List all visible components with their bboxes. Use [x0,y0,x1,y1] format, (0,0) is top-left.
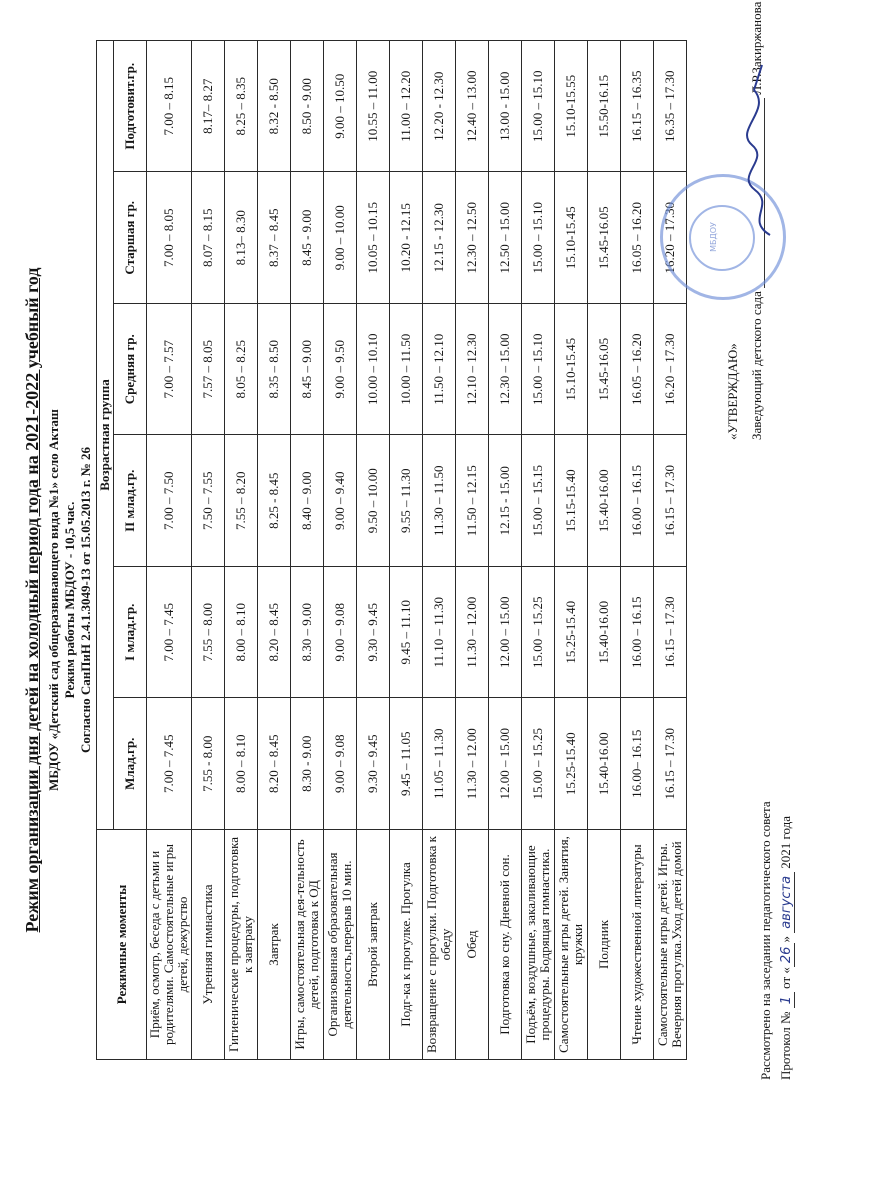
time-cell: 8.13– 8.30 [225,172,258,304]
time-cell: 8.25 - 8.45 [258,435,291,567]
schedule-row [522,41,555,1060]
time-cell: 16.15 – 17.30 [654,698,687,830]
schedule-row [147,41,192,1060]
time-cell: 12.00 – 15.00 [489,698,522,830]
time-cell: 7.00 – 7.57 [147,304,192,436]
time-cell: 8.50 - 9.00 [291,41,324,173]
time-cell: 15.45-16.05 [588,304,621,436]
regime-moment: Подъём, воздушные, закаливающие процедуры. Бодрящая гимнастика. [522,830,555,1060]
time-cell: 16.00– 16.15 [621,698,654,830]
time-cell: 9.45 – 11.05 [390,698,423,830]
review-note: Рассмотрено на заседании педагогического совета [758,801,773,1080]
time-cell: 8.20 – 8.45 [258,567,291,699]
time-cell: 10.20 - 12.15 [390,172,423,304]
time-cell: 15.00 – 15.10 [522,304,555,436]
time-cell: 12.15 - 12.30 [423,172,456,304]
protocol-line: Протокол № 1 от «26» августа 2021 года [778,815,794,1080]
time-cell: 8.35 – 8.50 [258,304,291,436]
working-hours: Режим работы МБДОУ - 10,5 час. [62,501,77,699]
time-cell: 8.05 – 8.25 [225,304,258,436]
time-cell: 7.50 – 7.55 [192,435,225,567]
time-cell: 11.30 – 12.00 [456,698,489,830]
time-cell: 15.50-16.15 [588,41,621,173]
group-header: Подготовит.гр. [114,41,147,173]
time-cell: 11.05 – 11.30 [423,698,456,830]
regime-moment: Чтение художественной литературы [621,830,654,1060]
time-cell: 9.00 – 9.08 [324,567,357,699]
time-cell: 15.15-15.40 [555,435,588,567]
time-cell: 7.57 – 8.05 [192,304,225,436]
time-cell: 16.35 – 17.30 [654,41,687,173]
group-header: Старшая гр. [114,172,147,304]
time-cell: 9.00 – 9.40 [324,435,357,567]
organization-name: МБДОУ «Детский сад общеразвивающего вида №1» село Акташ [46,409,61,791]
regime-moment: Обед [456,830,489,1060]
time-cell: 12.30 – 15.00 [489,304,522,436]
time-cell: 8.25 – 8.35 [225,41,258,173]
time-cell: 11.30 – 11.50 [423,435,456,567]
handwritten-signature [740,60,780,240]
age-group-header: Возрастная группа [97,41,114,830]
time-cell: 12.00 – 15.00 [489,567,522,699]
time-cell: 8.00 – 8.10 [225,698,258,830]
schedule-row [423,41,456,1060]
time-cell: 16.15 – 17.30 [654,435,687,567]
schedule-row [456,41,489,1060]
regime-moment: Гигиенические процедуры, подготовка к завтраку [225,830,258,1060]
schedule-row [225,41,258,1060]
schedule-row [588,41,621,1060]
time-cell: 11.10 – 11.30 [423,567,456,699]
time-cell: 7.00 – 8.05 [147,172,192,304]
time-cell: 8.00 – 8.10 [225,567,258,699]
stamp-text: МБДОУ [709,222,718,252]
time-cell: 8.45 – 9.00 [291,304,324,436]
time-cell: 15.40-16.00 [588,567,621,699]
time-cell: 7.55 – 8.20 [225,435,258,567]
time-cell: 15.25-15.40 [555,698,588,830]
regime-moment: Подг-ка к прогулке. Прогулка [390,830,423,1060]
time-cell: 7.00 – 7.45 [147,698,192,830]
time-cell: 8.45 - 9.00 [291,172,324,304]
time-cell: 15.45-16.05 [588,172,621,304]
schedule-row [555,41,588,1060]
time-cell: 8.30 - 9.00 [291,698,324,830]
time-cell: 15.00 – 15.15 [522,435,555,567]
regime-moment: Подготовка ко сну. Дневной сон. [489,830,522,1060]
time-cell: 10.00 – 11.50 [390,304,423,436]
time-cell: 15.00 – 15.25 [522,698,555,830]
time-cell: 9.00 – 10.00 [324,172,357,304]
time-cell: 15.10-15.55 [555,41,588,173]
schedule-row [192,41,225,1060]
approval-position: Заведующий детского сада [749,291,764,440]
time-cell: 16.20 – 17.30 [654,304,687,436]
time-cell: 15.40-16.00 [588,698,621,830]
time-cell: 8.32 - 8.50 [258,41,291,173]
time-cell: 12.10 – 12.30 [456,304,489,436]
time-cell: 7.00 – 7.50 [147,435,192,567]
time-cell: 8.37 – 8.45 [258,172,291,304]
time-cell: 8.20 – 8.45 [258,698,291,830]
time-cell: 16.20 – 17.30 [654,172,687,304]
time-cell: 8.30 – 9.00 [291,567,324,699]
time-cell: 10.55 – 11.00 [357,41,390,173]
time-cell: 15.40-16.00 [588,435,621,567]
group-header: I млад.гр. [114,567,147,699]
regime-moment: Приём, осмотр, беседа с детьми и родителями. Самостоятельные игры детей, дежурство [147,830,192,1060]
approval-name: Л.Р.Закиржанова [749,1,764,95]
time-cell: 16.15 – 16.35 [621,41,654,173]
time-cell: 11.50 – 12.15 [456,435,489,567]
regime-moment: Самостоятельные игры детей. Занятия, кружки [555,830,588,1060]
time-cell: 11.00 – 12.20 [390,41,423,173]
time-cell: 8.40 – 9.00 [291,435,324,567]
regime-moment: Утренняя гимнастика [192,830,225,1060]
time-cell: 9.45 – 11.10 [390,567,423,699]
time-cell: 16.15 – 17.30 [654,567,687,699]
moments-header: Режимные моменты [97,830,147,1060]
regime-moment: Возвращение с прогулки. Подготовка к обеду [423,830,456,1060]
time-cell: 16.05 – 16.20 [621,304,654,436]
time-cell: 12.30 – 12.50 [456,172,489,304]
time-cell: 15.10-15.45 [555,172,588,304]
time-cell: 15.00 – 15.25 [522,567,555,699]
group-header: Млад.гр. [114,698,147,830]
time-cell: 9.00 – 9.50 [324,304,357,436]
time-cell: 8.07 – 8.15 [192,172,225,304]
time-cell: 11.50 – 12.10 [423,304,456,436]
schedule-row [489,41,522,1060]
time-cell: 9.00 – 10.50 [324,41,357,173]
time-cell: 8.17– 8.27 [192,41,225,173]
time-cell: 9.00 – 9.08 [324,698,357,830]
schedule-row [258,41,291,1060]
time-cell: 15.00 – 15.10 [522,41,555,173]
schedule-row [291,41,324,1060]
regime-moment: Второй завтрак [357,830,390,1060]
time-cell: 13.00 - 15.00 [489,41,522,173]
regime-moment: Организованная образовательная деятельность,перерыв 10 мин. [324,830,357,1060]
time-cell: 15.10-15.45 [555,304,588,436]
time-cell: 7.00 – 7.45 [147,567,192,699]
schedule-row [357,41,390,1060]
group-header: II млад.гр. [114,435,147,567]
time-cell: 16.00 – 16.15 [621,567,654,699]
regime-moment: Полдник [588,830,621,1060]
sanpin-reference: Согласно СанПиН 2.4.1.3049-13 от 15.05.2013 г. № 26 [78,446,93,754]
time-cell: 16.05 – 16.20 [621,172,654,304]
time-cell: 9.30 – 9.45 [357,567,390,699]
time-cell: 12.15 - 15.00 [489,435,522,567]
time-cell: 15.00 – 15.10 [522,172,555,304]
regime-moment: Игры, самостоятельная дея-тельность детей, подготовка к ОД [291,830,324,1060]
header-row-age [97,41,114,1060]
regime-moment: Завтрак [258,830,291,1060]
time-cell: 12.50 – 15.00 [489,172,522,304]
time-cell: 11.30 – 12.00 [456,567,489,699]
group-header: Средняя гр. [114,304,147,436]
time-cell: 12.40 – 13.00 [456,41,489,173]
document-title: Режим организации дня детей на холодный период года на 2021-2022 учебный год [22,267,42,933]
time-cell: 15.25-15.40 [555,567,588,699]
schedule-row [621,41,654,1060]
time-cell: 9.55 – 11.30 [390,435,423,567]
time-cell: 9.50 – 10.00 [357,435,390,567]
approval-label: «УТВЕРЖДАЮ» [725,343,740,440]
schedule-table [96,40,687,1060]
time-cell: 16.00 – 16.15 [621,435,654,567]
schedule-row [390,41,423,1060]
time-cell: 7.55 – 8.00 [192,567,225,699]
time-cell: 12.20 - 12.30 [423,41,456,173]
protocol-day: 26 [779,943,795,968]
time-cell: 10.00 – 10.10 [357,304,390,436]
time-cell: 10.05 – 10.15 [357,172,390,304]
time-cell: 9.30 – 9.45 [357,698,390,830]
schedule-body [147,41,687,1060]
time-cell: 7.55 - 8.00 [192,698,225,830]
regime-moment: Самостоятельные игры детей. Игры. Вечерняя прогулка.Уход детей домой [654,830,687,1060]
protocol-month: августа [779,872,795,933]
schedule-row [324,41,357,1060]
time-cell: 7.00 – 8.15 [147,41,192,173]
protocol-number: 1 [779,992,795,1008]
